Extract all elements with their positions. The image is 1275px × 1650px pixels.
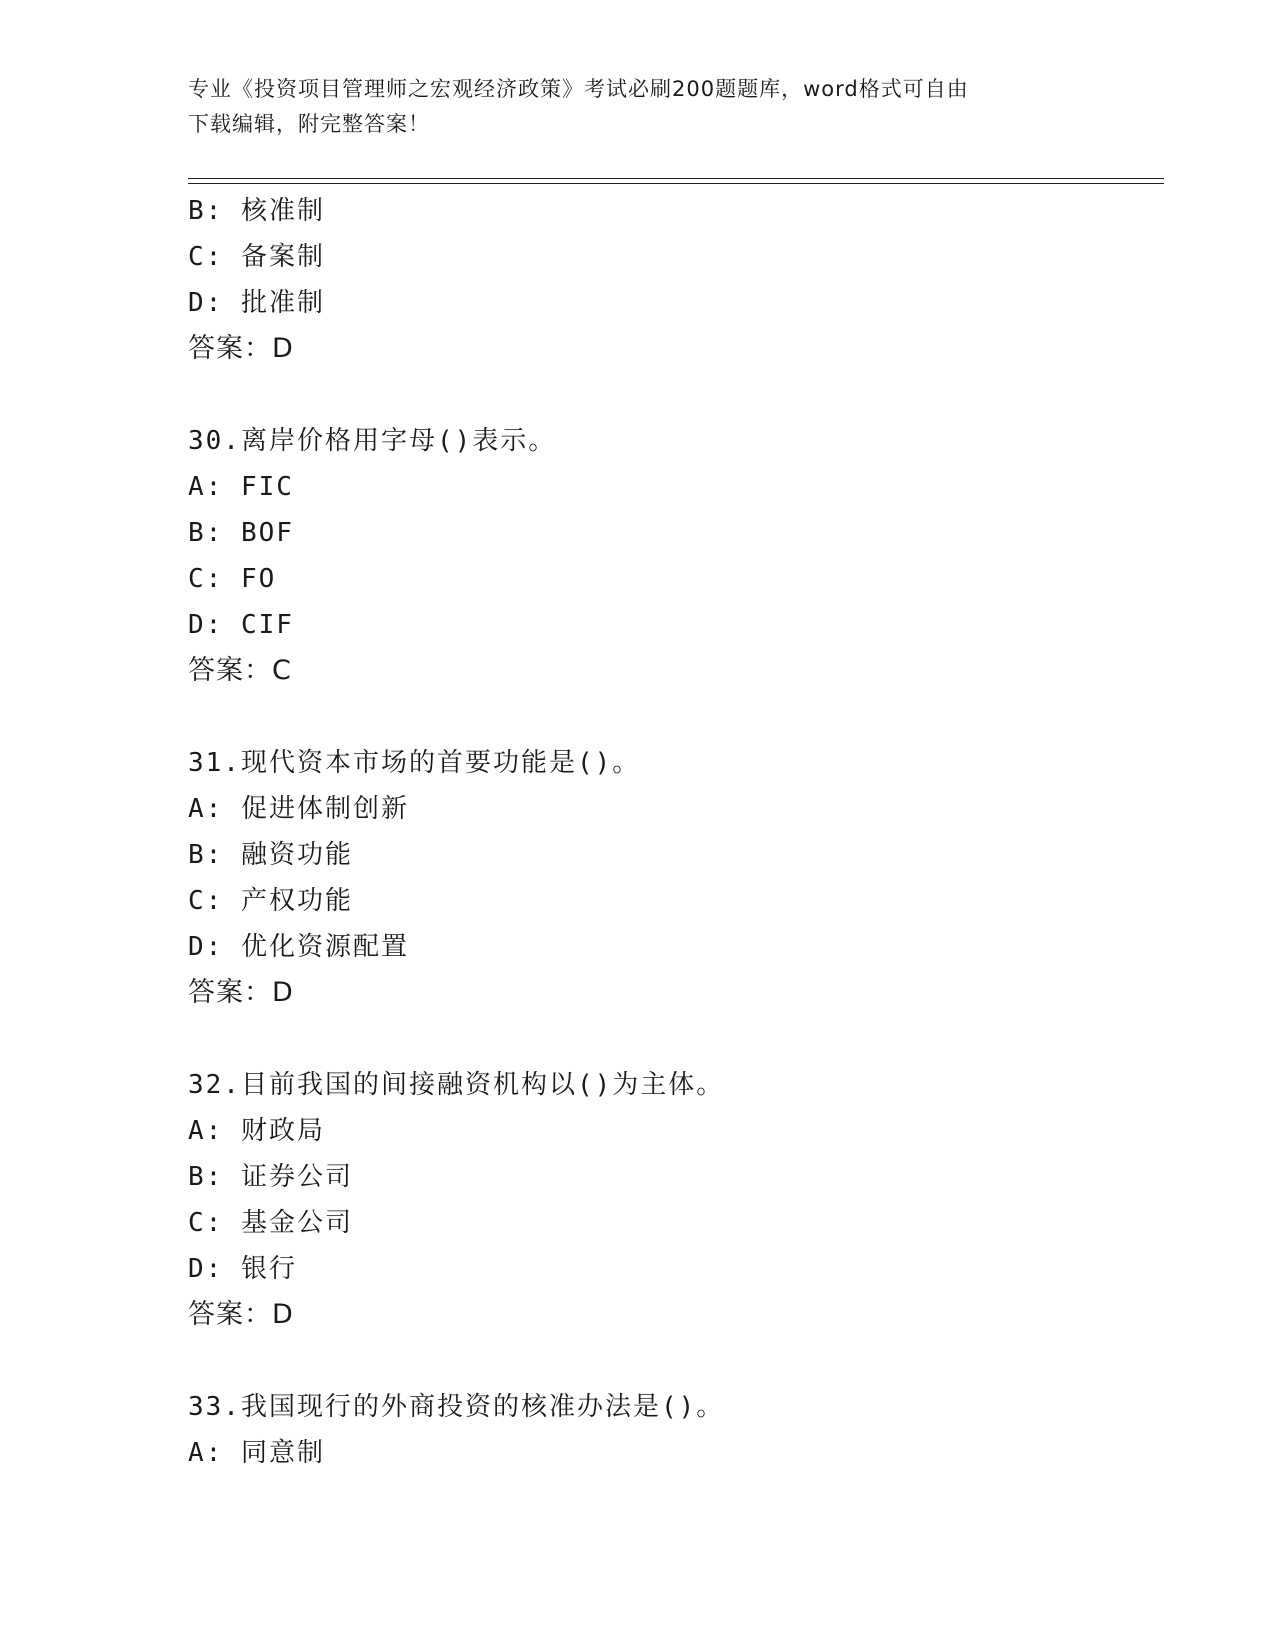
header-line-2: 下载编辑，附完整答案！ — [188, 112, 430, 136]
question-31 — [188, 740, 1164, 1016]
question-stem: 31.现代资本市场的首要功能是()。 — [188, 748, 641, 778]
option-d: D: CIF — [188, 610, 294, 640]
header-divider-bottom — [188, 183, 1164, 184]
header-divider-top — [188, 178, 1164, 179]
spacer — [188, 1016, 1164, 1062]
question-stem: 32.目前我国的间接融资机构以()为主体。 — [188, 1070, 725, 1100]
answer: 答案：D — [188, 333, 294, 364]
option-c: C: 基金公司 — [188, 1208, 353, 1238]
option-b: B: BOF — [188, 518, 294, 548]
option-d: D: 优化资源配置 — [188, 932, 409, 962]
option-c: C: FO — [188, 564, 277, 594]
option-b: B: 证券公司 — [188, 1162, 353, 1192]
option-b: B: 核准制 — [188, 196, 325, 226]
question-list — [188, 188, 1164, 1476]
option-b: B: 融资功能 — [188, 840, 353, 870]
spacer — [188, 372, 1164, 418]
option-a: A: 促进体制创新 — [188, 794, 409, 824]
spacer — [188, 1338, 1164, 1384]
answer: 答案：D — [188, 977, 294, 1008]
spacer — [188, 694, 1164, 740]
answer: 答案：D — [188, 1299, 294, 1330]
question-32 — [188, 1062, 1164, 1338]
option-d: D: 银行 — [188, 1254, 297, 1284]
option-a: A: 财政局 — [188, 1116, 325, 1146]
question-29-continued — [188, 188, 1164, 372]
option-c: C: 产权功能 — [188, 886, 353, 916]
answer: 答案：C — [188, 655, 292, 686]
option-a: A: 同意制 — [188, 1438, 325, 1468]
header-line-1: 专业《投资项目管理师之宏观经济政策》考试必刷200题题库，word格式可自由 — [188, 77, 969, 101]
document-header — [188, 72, 1088, 142]
question-stem: 33.我国现行的外商投资的核准办法是()。 — [188, 1392, 725, 1422]
option-c: C: 备案制 — [188, 242, 325, 272]
question-30 — [188, 418, 1164, 694]
option-d: D: 批准制 — [188, 288, 325, 318]
option-a: A: FIC — [188, 472, 294, 502]
question-stem: 30.离岸价格用字母()表示。 — [188, 426, 557, 456]
question-33 — [188, 1384, 1164, 1476]
